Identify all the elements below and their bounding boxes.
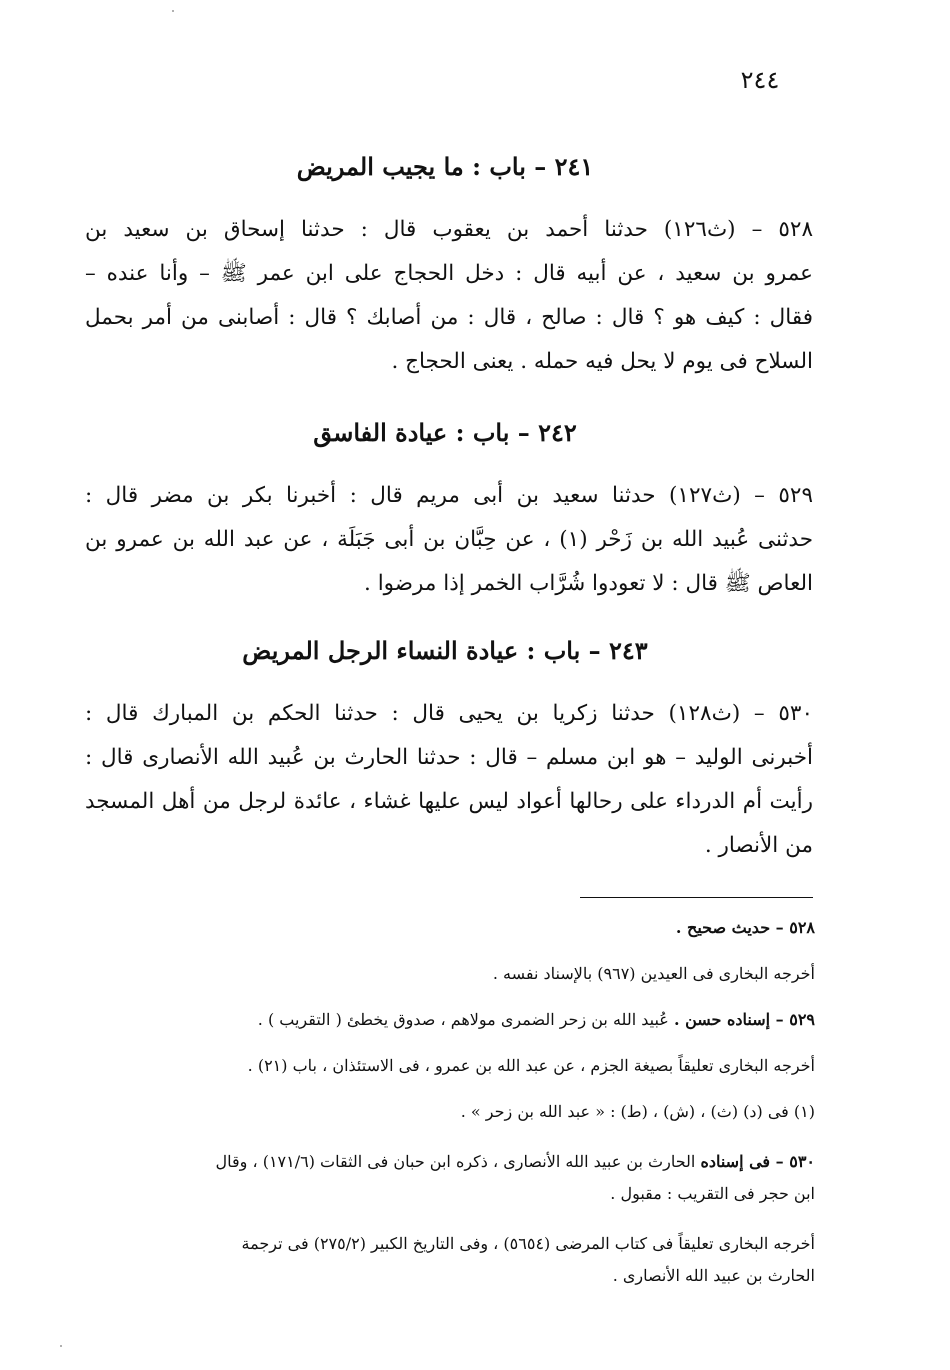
scan-speck <box>60 1345 62 1347</box>
scan-speck <box>172 10 174 12</box>
text-line: ٥٢٩ – (ث١٢٧) حدثنا سعيد بن أبى مريم قال : أخبرنا بكر بن مضر قال : <box>85 483 813 508</box>
text-line: رأيت أم الدرداء على رحالها أعواد ليس عليها غشاء ، عائدة لرجل من أهل المسجد <box>85 789 813 814</box>
text-line: فقال : كيف هو ؟ قال : صالح ، قال : من أصابك ؟ قال : أصابنى من أمر بحمل <box>85 305 813 330</box>
hadith-530 <box>85 692 813 868</box>
text-line: حدثنى عُبيد الله بن زَحْر (١) ، عن حِبَّان بن أبى جَبَلَة ، عن عبد الله بن عمرو بن <box>85 527 814 552</box>
chapter-heading-243: ٢٤٣ – باب : عيادة النساء الرجل المريض <box>242 636 648 665</box>
footnote-528-text: أخرجه البخارى فى العيدين (٩٦٧) بالإسناد نفسه . <box>492 964 815 983</box>
footnote-label: ٥٢٨ – حديث صحيح . <box>675 918 815 937</box>
footnote-text: عُبيد الله بن زحر الضمرى مولاهم ، صدوق يخطئ ( التقريب ) . <box>257 1010 669 1029</box>
footnote-label: ٥٣٠ – فى إسناده <box>700 1152 815 1171</box>
footnote-530-ref-line2: الحارث بن عبيد الله الأنصارى . <box>612 1266 815 1285</box>
footnote-530-ref-line1: أخرجه البخارى تعليقاً فى كتاب المرضى (٥٦٥٤) ، وفى التاريخ الكبير (٢٧٥/٢) فى ترجمة <box>241 1234 815 1253</box>
chapter-heading-241: ٢٤١ – باب : ما يجيب المريض <box>296 152 594 181</box>
footnote-530-line2: ابن حجر فى التقريب : مقبول . <box>610 1184 815 1203</box>
text-line: السلاح فى يوم لا يحل فيه حمله . يعنى الحجاج . <box>391 349 813 374</box>
text-line: ٥٣٠ – (ث١٢٨) حدثنا زكريا بن يحيى قال : حدثنا الحكم بن المبارك قال : <box>85 701 813 726</box>
footnote-1: (١) فى (د) (ث) ، (ش) ، (ط) : « عبد الله بن زحر » . <box>460 1102 815 1121</box>
text-line: ٥٢٨ – (ث١٢٦) حدثنا أحمد بن يعقوب قال : حدثنا إسحاق بن سعيد بن <box>85 217 813 242</box>
text-line: عمرو بن سعيد ، عن أبيه قال : دخل الحجاج على ابن عمر ﷺ – وأنا عنده – <box>85 261 813 286</box>
text-line: العاص ﷺ قال : لا تعودوا شُرَّاب الخمر إذا مرضوا . <box>364 571 813 596</box>
footnote-text: الحارث بن عبيد الله الأنصارى ، ذكره ابن حبان فى الثقات (١٧١/٦) ، وقال <box>215 1152 696 1171</box>
text-line: أخبرنى الوليد – هو ابن مسلم – قال : حدثنا الحارث بن عُبيد الله الأنصارى قال : <box>85 745 813 770</box>
hadith-528 <box>85 208 813 384</box>
footnote-528-heading <box>90 916 815 940</box>
footnote-label: ٥٢٩ – إسناده حسن . <box>673 1010 815 1029</box>
chapter-heading-242: ٢٤٢ – باب : عيادة الفاسق <box>313 418 577 447</box>
footnote-529-heading <box>90 1008 815 1032</box>
footnote-529-text: أخرجه البخارى تعليقاً بصيغة الجزم ، عن عبد الله بن عمرو ، فى الاستئذان ، باب (٢١) . <box>247 1056 815 1075</box>
footnote-530-heading <box>90 1150 815 1174</box>
page-number: ٢٤٤ <box>740 66 780 94</box>
hadith-529 <box>85 474 813 606</box>
footnote-separator <box>580 897 813 898</box>
text-line: من الأنصار . <box>704 833 813 858</box>
